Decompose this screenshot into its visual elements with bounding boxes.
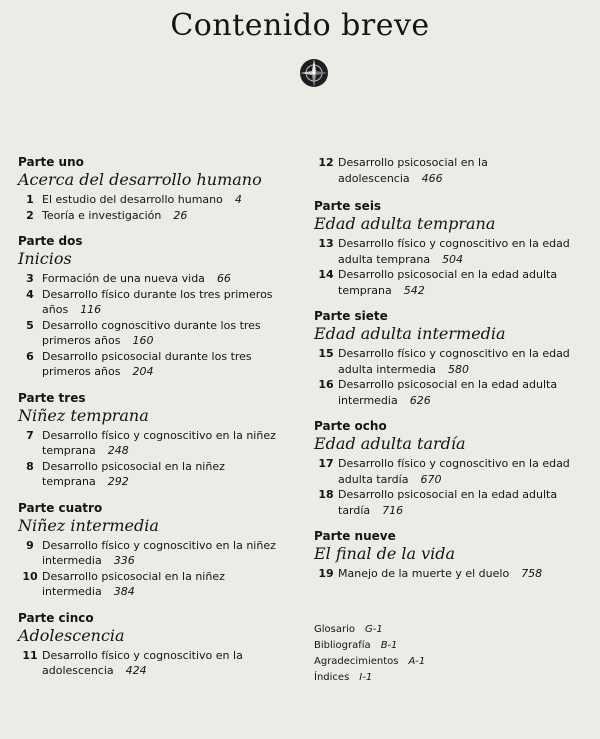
- chapter-page: 542: [403, 283, 425, 297]
- part-title: El final de la vida: [314, 544, 456, 563]
- toc-left-column: [18, 155, 298, 690]
- back-matter-label: Agradecimientos: [314, 655, 399, 667]
- chapter-number: 5: [26, 318, 34, 332]
- chapter-entry: [314, 155, 586, 186]
- chapter-title: Desarrollo físico y cognoscitivo en la adolescencia: [42, 648, 243, 677]
- chapter-page: 466: [421, 171, 443, 185]
- chapter-number: 16: [318, 378, 334, 391]
- chapter-entry: [18, 287, 298, 318]
- chapter-number: 6: [26, 349, 34, 363]
- back-matter-item: [314, 670, 586, 686]
- chapter-number: 13: [318, 237, 334, 250]
- chapter-entry: [314, 487, 586, 518]
- chapter-title: Desarrollo cognoscitivo durante los tres primeros años: [42, 318, 261, 347]
- part-7: [314, 309, 586, 408]
- page-title: Contenido breve: [170, 8, 430, 43]
- part-label: Parte siete: [314, 309, 388, 323]
- chapter-number: 3: [26, 272, 34, 285]
- back-matter-label: Glosario: [314, 623, 355, 635]
- chapter-entry: [18, 459, 298, 490]
- chapter-entry: [18, 428, 298, 459]
- chapter-title: Desarrollo psicosocial en la niñez temprana: [42, 459, 225, 488]
- part-2: [18, 234, 298, 380]
- chapter-entry: [18, 569, 298, 600]
- chapter-title: Manejo de la muerte y el duelo: [338, 567, 510, 580]
- chapter-title: Desarrollo físico y cognoscitivo en la edad adulta tardía: [338, 457, 570, 486]
- chapter-title: Desarrollo físico y cognoscitivo en la niñez intermedia: [42, 538, 276, 567]
- part-title: Edad adulta tardía: [314, 434, 466, 453]
- part-label: Parte cinco: [18, 610, 94, 625]
- chapter-number: 2: [26, 208, 34, 222]
- chapter-number: 11: [22, 648, 38, 662]
- chapter-entry: [18, 538, 298, 569]
- back-matter-page: G-1: [365, 623, 383, 635]
- chapter-number: 1: [26, 193, 34, 206]
- chapter-page: 292: [107, 475, 129, 488]
- back-matter-item: [314, 638, 586, 654]
- chapter-entry: [18, 349, 298, 380]
- chapter-number: 12: [318, 156, 334, 169]
- chapter-title: Desarrollo físico y cognoscitivo en la niñez temprana: [42, 428, 276, 457]
- part-title: Niñez intermedia: [18, 515, 159, 535]
- back-matter-item: [314, 654, 586, 670]
- part-title: Acerca del desarrollo humano: [18, 170, 262, 189]
- part-1: [18, 155, 298, 223]
- chapter-title: Desarrollo psicosocial en la edad adulta tardía: [338, 488, 558, 517]
- chapter-entry: [314, 456, 586, 487]
- chapter-entry: [18, 271, 298, 287]
- chapter-page: 116: [80, 303, 102, 316]
- chapter-page: 424: [125, 664, 147, 677]
- chapter-number: 15: [318, 347, 334, 360]
- compass-rose-icon: [296, 54, 332, 90]
- chapter-page: 336: [113, 554, 135, 567]
- chapter-number: 10: [22, 569, 38, 583]
- chapter-page: 204: [132, 365, 154, 378]
- back-matter-label: Índices: [314, 671, 350, 683]
- back-matter-label: Bibliografía: [314, 639, 371, 651]
- chapter-number: 14: [318, 268, 334, 281]
- back-matter-page: A-1: [408, 655, 426, 667]
- chapter-entry: [314, 566, 586, 582]
- chapter-entry: [18, 318, 298, 349]
- part-5: [18, 611, 298, 679]
- chapter-number: 18: [318, 488, 334, 501]
- part-8: [314, 419, 586, 518]
- part-label: Parte tres: [18, 390, 86, 405]
- chapter-number: 7: [26, 428, 34, 442]
- chapter-title: Desarrollo físico durante los tres primeros años: [42, 287, 273, 316]
- chapter-title: Desarrollo psicosocial en la edad adulta intermedia: [338, 378, 558, 407]
- chapter-page: 26: [173, 208, 188, 222]
- part-label: Parte cuatro: [18, 500, 103, 515]
- chapter-title: Desarrollo físico y cognoscitivo en la edad adulta intermedia: [338, 347, 570, 376]
- part-title: Inicios: [18, 249, 72, 268]
- chapter-title: Desarrollo psicosocial en la niñez intermedia: [42, 569, 225, 598]
- chapter-number: 4: [26, 287, 34, 301]
- part-3: [18, 391, 298, 490]
- chapter-page: 66: [216, 272, 231, 285]
- chapter-page: 716: [382, 503, 404, 517]
- chapter-title: Formación de una nueva vida: [42, 272, 205, 285]
- part-title: Edad adulta temprana: [314, 214, 496, 233]
- chapter-entry: [314, 236, 586, 267]
- chapter-title: El estudio del desarrollo humano: [42, 193, 223, 206]
- part-9: [314, 529, 586, 582]
- part-label: Parte nueve: [314, 529, 396, 543]
- part-title: Adolescencia: [18, 625, 125, 645]
- part-label: Parte seis: [314, 199, 382, 213]
- chapter-entry: [18, 648, 298, 679]
- chapter-number: 17: [318, 457, 334, 470]
- chapter-entry: [314, 377, 586, 408]
- chapter-title: Desarrollo psicosocial en la edad adulta temprana: [338, 268, 558, 297]
- chapter-number: 19: [318, 567, 334, 580]
- chapter-page: 758: [521, 567, 543, 580]
- part-4: [18, 501, 298, 600]
- chapter-page: 160: [132, 334, 154, 347]
- back-matter-page: I-1: [359, 671, 373, 683]
- toc-right-column: [314, 155, 586, 686]
- chapter-entry: [18, 192, 298, 208]
- part-6: [314, 199, 586, 298]
- chapter-title: Desarrollo psicosocial durante los tres primeros años: [42, 349, 252, 378]
- chapter-title: Teoría e investigación: [42, 208, 162, 222]
- back-matter-item: [314, 622, 586, 638]
- back-matter-list: [314, 622, 586, 686]
- chapter-page: 4: [234, 193, 242, 206]
- chapter-entry: [18, 208, 298, 224]
- chapter-page: 626: [409, 393, 431, 407]
- chapter-entry: [314, 346, 586, 377]
- back-matter-page: B-1: [380, 639, 398, 651]
- chapter-title: Desarrollo psicosocial en la adolescencia: [338, 156, 488, 185]
- part-label: Parte uno: [18, 155, 84, 169]
- chapter-page: 670: [420, 472, 442, 486]
- part-title: Niñez temprana: [18, 405, 149, 425]
- chapter-page: 504: [442, 252, 464, 266]
- chapter-page: 580: [448, 362, 470, 376]
- part-title: Edad adulta intermedia: [314, 324, 506, 343]
- chapter-page: 384: [113, 585, 135, 598]
- part-label: Parte ocho: [314, 419, 387, 433]
- chapter-number: 9: [26, 538, 34, 552]
- chapter-number: 8: [26, 459, 34, 473]
- chapter-page: 248: [107, 444, 129, 457]
- chapter-entry: [314, 267, 586, 298]
- part-label: Parte dos: [18, 234, 83, 248]
- chapter-title: Desarrollo físico y cognoscitivo en la edad adulta temprana: [338, 237, 570, 266]
